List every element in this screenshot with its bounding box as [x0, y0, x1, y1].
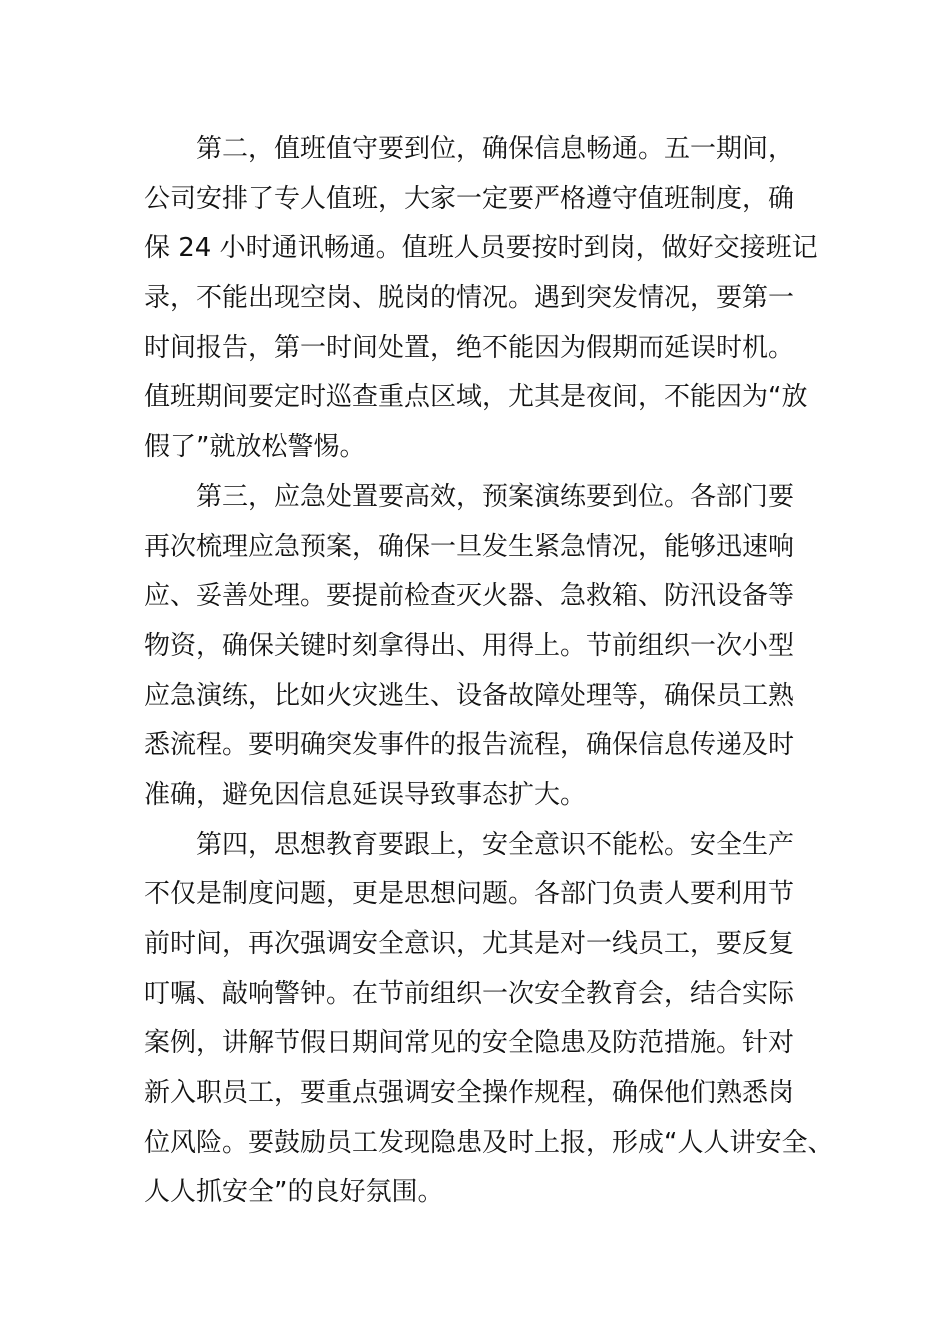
- document-body: [144, 125, 834, 1218]
- paragraph-line: 保 24 小时通讯畅通。值班人员要按时到岗，做好交接班记: [144, 233, 818, 264]
- paragraph-line: 应急演练，比如火灾逃生、设备故障处理等，确保员工熟: [144, 680, 795, 711]
- paragraph-line: 公司安排了专人值班，大家一定要严格遵守值班制度，确: [144, 183, 795, 214]
- paragraph-line: 物资，确保关键时刻拿得出、用得上。节前组织一次小型: [144, 630, 795, 661]
- paragraph-line: 第二，值班值守要到位，确保信息畅通。五一期间，: [196, 134, 795, 164]
- paragraph-line: 准确，避免因信息延误导致事态扩大。: [144, 779, 587, 810]
- paragraph-education: [144, 821, 834, 1219]
- paragraph-line: 悉流程。要明确突发事件的报告流程，确保信息传递及时: [144, 730, 795, 761]
- paragraph-line: 第四，思想教育要跟上，安全意识不能松。安全生产: [196, 829, 795, 860]
- paragraph-line: 叮嘱、敲响警钟。在节前组织一次安全教育会，结合实际: [144, 978, 795, 1009]
- paragraph-line: 应、妥善处理。要提前检查灭火器、急救箱、防汛设备等: [144, 581, 795, 612]
- paragraph-line: 录，不能出现空岗、脱岗的情况。遇到突发情况，要第一: [144, 283, 795, 314]
- paragraph-duty: [144, 125, 824, 473]
- paragraph-line: 时间报告，第一时间处置，绝不能因为假期而延误时机。: [144, 332, 795, 363]
- paragraph-line: 位风险。要鼓励员工发现隐患及时上报，形成“人人讲安全、: [144, 1127, 834, 1158]
- paragraph-line: 新入职员工，要重点强调安全操作规程，确保他们熟悉岗: [144, 1078, 795, 1109]
- paragraph-emergency: [144, 473, 824, 821]
- paragraph-line: 值班期间要定时巡查重点区域，尤其是夜间，不能因为“放: [144, 382, 808, 413]
- paragraph-line: 不仅是制度问题，更是思想问题。各部门负责人要利用节: [144, 879, 795, 910]
- paragraph-line: 第三，应急处置要高效，预案演练要到位。各部门要: [196, 481, 795, 512]
- paragraph-line: 案例，讲解节假日期间常见的安全隐患及防范措施。针对: [144, 1028, 795, 1059]
- paragraph-line: 人人抓安全”的良好氛围。: [144, 1177, 444, 1208]
- paragraph-line: 前时间，再次强调安全意识，尤其是对一线员工，要反复: [144, 929, 795, 959]
- paragraph-line: 假了”就放松警惕。: [144, 432, 366, 463]
- paragraph-line: 再次梳理应急预案，确保一旦发生紧急情况，能够迅速响: [144, 531, 795, 562]
